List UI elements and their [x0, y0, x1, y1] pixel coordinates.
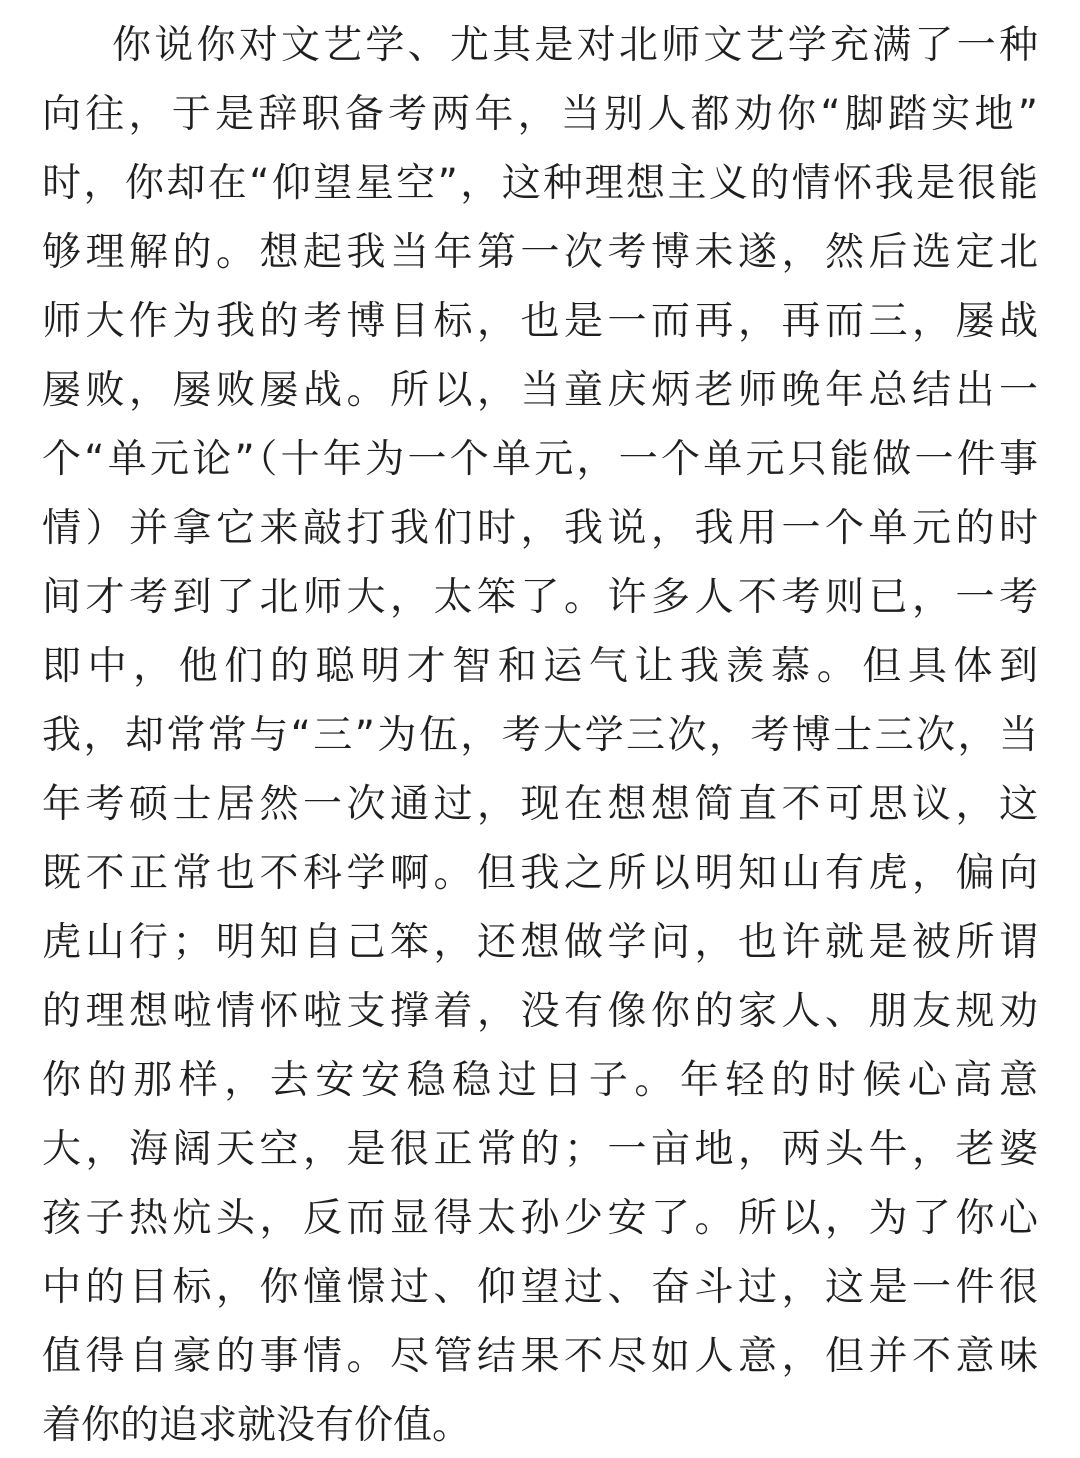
paragraph-line: 你的那样，去安安稳稳过日子。年轻的时候心高意 — [42, 1058, 1038, 1103]
paragraph-line: 即中，他们的聪明才智和运气让我羡慕。但具体到 — [42, 644, 1038, 689]
paragraph-line: 虎山行；明知自己笨，还想做学问，也许就是被所谓 — [42, 920, 1038, 965]
paragraph-line: 个“单元论”（十年为一个单元，一个单元只能做一件事 — [42, 437, 1038, 482]
paragraph-line: 年考硕士居然一次通过，现在想想简直不可思议，这 — [42, 782, 1038, 827]
paragraph-line: 既不正常也不科学啊。但我之所以明知山有虎，偏向 — [42, 851, 1038, 896]
paragraph-line: 间才考到了北师大，太笨了。许多人不考则已，一考 — [42, 575, 1038, 620]
paragraph-line: 屡败，屡败屡战。所以，当童庆炳老师晚年总结出一 — [42, 368, 1038, 413]
paragraph-line: 着你的追求就没有价值。 — [42, 1403, 472, 1448]
paragraph-line: 你说你对文艺学、尤其是对北师文艺学充满了一种 — [112, 23, 1038, 68]
paragraph-line: 我，却常常与“三”为伍，考大学三次，考博士三次，当 — [42, 713, 1038, 758]
paragraph-line: 时，你却在“仰望星空”，这种理想主义的情怀我是很能 — [42, 161, 1038, 206]
paragraph-line: 孩子热炕头，反而显得太孙少安了。所以，为了你心 — [42, 1196, 1038, 1241]
paragraph-line: 向往，于是辞职备考两年，当别人都劝你“脚踏实地” — [42, 92, 1038, 137]
paragraph-line: 情）并拿它来敲打我们时，我说，我用一个单元的时 — [42, 506, 1038, 551]
paragraph-line: 值得自豪的事情。尽管结果不尽如人意，但并不意味 — [42, 1334, 1038, 1379]
paragraph-line: 大，海阔天空，是很正常的；一亩地，两头牛，老婆 — [42, 1127, 1038, 1172]
paragraph-line: 中的目标，你憧憬过、仰望过、奋斗过，这是一件很 — [42, 1265, 1038, 1310]
paragraph-line: 师大作为我的考博目标，也是一而再，再而三，屡战 — [42, 299, 1038, 344]
paragraph-line: 的理想啦情怀啦支撑着，没有像你的家人、朋友规劝 — [42, 989, 1038, 1034]
paragraph-line: 够理解的。想起我当年第一次考博未遂，然后选定北 — [42, 230, 1038, 275]
